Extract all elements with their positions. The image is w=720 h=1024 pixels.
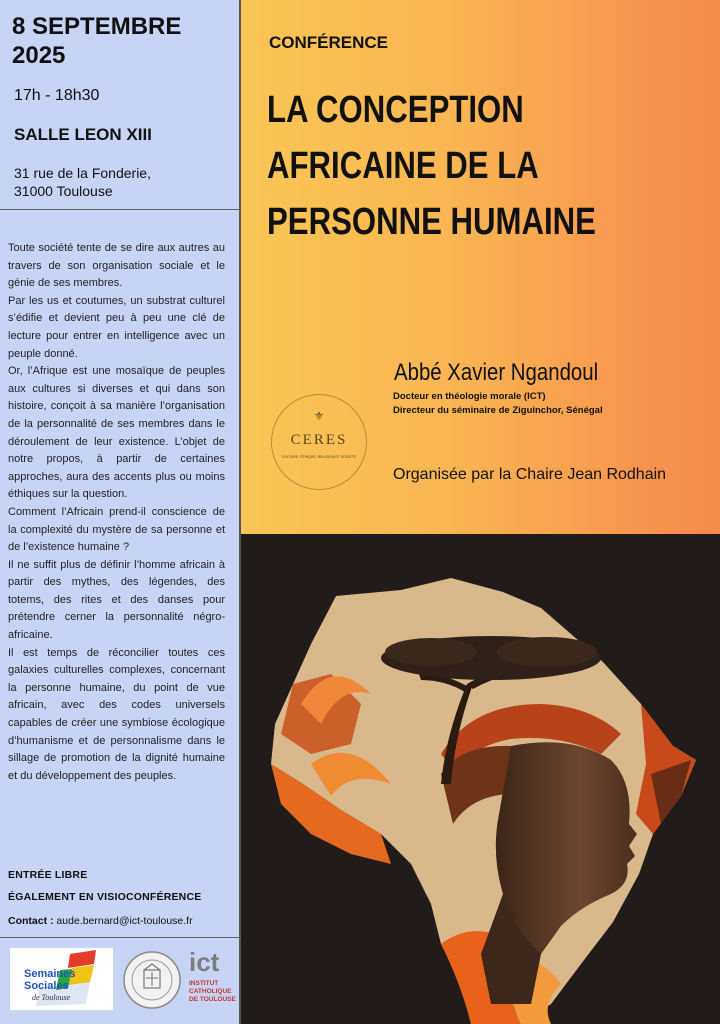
free-entry-label: ENTRÉE LIBRE [8,869,88,881]
speaker-credential: Docteur en théologie morale (ICT) [393,391,546,402]
ceres-monogram-icon: ⚜ [313,409,325,423]
university-seal-logo [122,950,182,1010]
address-line-1: 31 rue de la Fonderie, [14,165,151,181]
speaker-name: Abbé Xavier Ngandoul [394,359,599,386]
event-type: CONFÉRENCE [269,33,389,52]
paragraph: Par les us et coutumes, un substrat culturel s’édifie et devient peu à peu une clé de lecture pour entrer en intelligence avec un peuple donné. [8,294,225,360]
contact-email-link[interactable]: aude.bernard@ict-toulouse.fr [56,915,193,927]
ceres-tagline: CULTURE, ÉTHIQUE, RELIGION ET SOCIÉTÉ [281,455,357,459]
seal-icon [122,950,182,1010]
sociales-word: Sociales [24,980,69,992]
visio-label: ÉGALEMENT EN VISIOCONFÉRENCE [8,891,202,903]
africa-map-portrait-icon [241,534,720,1024]
ceres-logo [271,394,367,490]
paragraph: Il ne suffit plus de définir l’homme africain à partir des mythes, des légendes, des totems, des rites et des danses pour prétendre cerner la personnalité négro-africaine. [8,558,225,642]
poster-title [267,82,628,250]
title-line: LA CONCEPTION [267,89,524,131]
event-date: 8 SEPTEMBRE 2025 [12,13,182,69]
contact-label: Contact : [8,915,54,927]
paragraph: Il est temps de réconcilier toutes ces galaxies culturelles complexes, concernant la personne humaine, du point de vue africain, avec des codes universels capables de créer une symbiose écologique d’humanisme et de personnalisme dans le sillage de promotion de la dignité humaine et du développement des peuples. [8,646,225,782]
de-toulouse-word: de Toulouse [32,993,71,1002]
event-time: 17h - 18h30 [14,87,100,104]
ict-line: CATHOLIQUE [189,988,232,995]
ceres-name: CERES [290,432,348,448]
paragraph: Or, l’Afrique est une mosaïque de peuples aux cultures si diverses et qui dans son histoire, conçoit à sa manière l’organisation de la personnalité de ses membres dans le déroulement de leur existence. L’objet de notre propos, à partir de certaines approches, aura des accents plus ou moins éthiques sur la question. [8,365,225,501]
title-line: AFRICAINE DE LA [267,145,539,187]
paragraph: Toute société tente de se dire aux autres au travers de son organisation sociale et le génie de ses membres. [8,242,225,290]
address-line-2: 31000 Toulouse [14,183,113,199]
info-sidebar [0,0,241,1024]
title-line: PERSONNE HUMAINE [267,201,596,243]
organizer-text: Organisée par la Chaire Jean Rodhain [393,466,667,483]
divider [0,937,241,938]
ict-line: INSTITUT [189,980,219,987]
description-text [8,240,225,785]
ict-wordmark: ict [189,947,220,977]
divider [0,209,241,210]
event-room: SALLE LEON XIII [14,125,152,144]
poster-header [241,0,720,534]
paragraph: Comment l’Africain prend-il conscience de la complexité du mystère de sa personne et de l’existence humaine ? [8,505,225,554]
event-address [14,164,151,200]
semaines-sociales-logo [10,948,113,1010]
africa-portrait-artwork [241,534,720,1024]
contact-info [8,914,193,928]
ict-line: DE TOULOUSE [189,996,236,1003]
semaines-word: Semaines [24,968,76,980]
speaker-role: Directeur du séminaire de Ziguinchor, Sénégal [393,405,603,416]
ict-logo [187,948,239,1010]
